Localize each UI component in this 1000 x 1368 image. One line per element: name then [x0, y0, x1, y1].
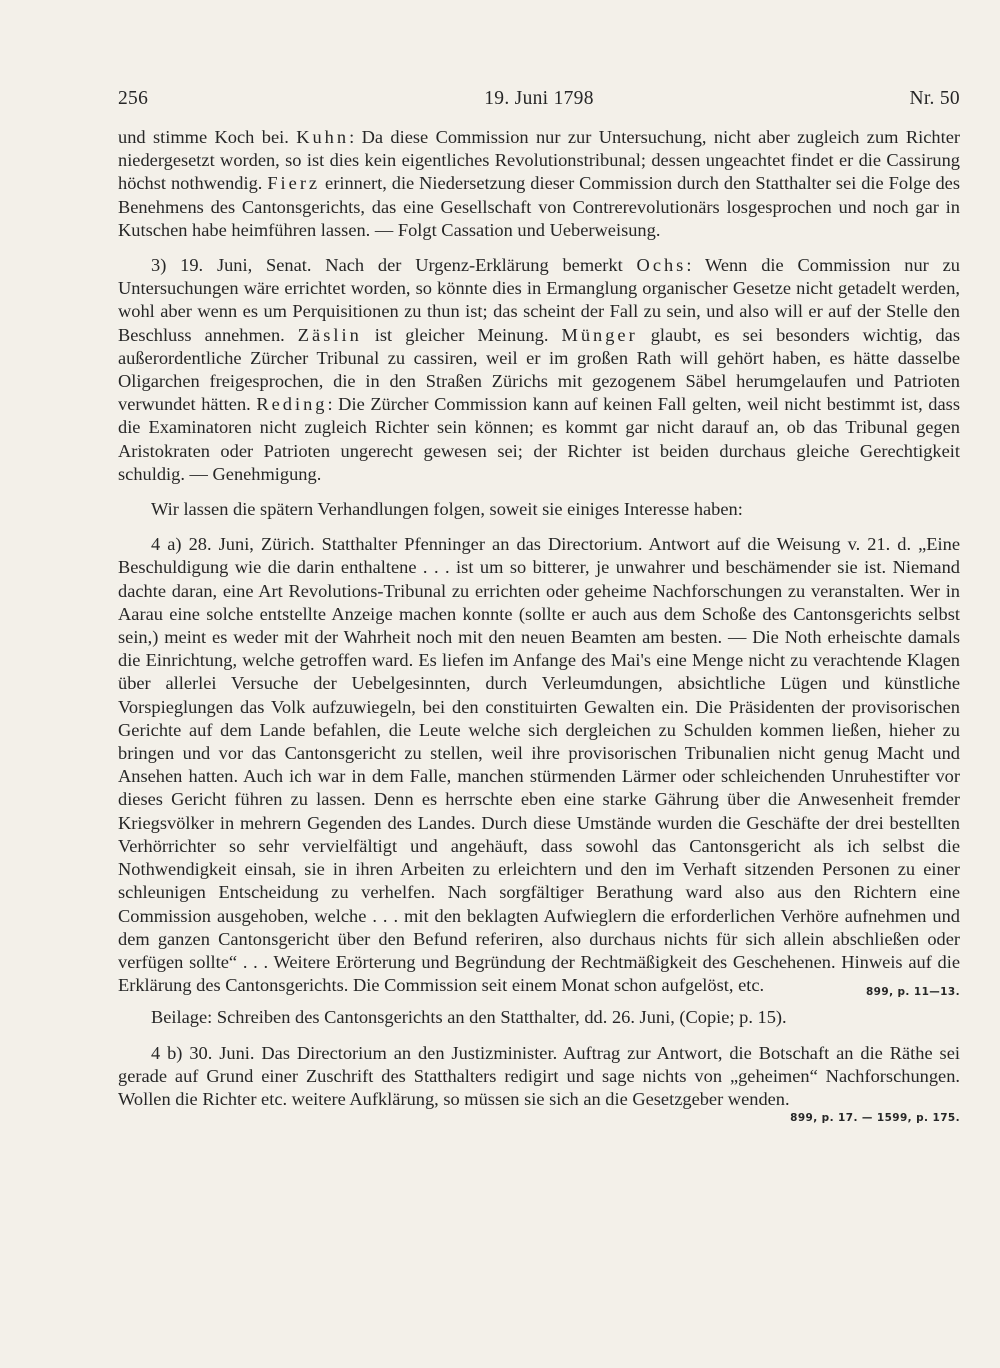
text-run: 4 a) 28. Juni, Zürich. Statthalter Pfenninger an das Directorium. Antwort auf die Weisung v. 21. d. „Eine Beschuldigung wie die darin enthaltene . . . ist um so bitterer, je unwahrer und beschämender sie ist. Niemand dachte daran, eine Art Revolutions-Tribunal zu errichten oder geheime Nachforschungen zu veranstalten. Wer in Aarau eine solche entstellte Anzeige machen konnte (sollte er auch aus dem Schoße des Cantonsgerichts selbst sein,) meint es weder mit der Wahrheit noch mit den neuen Beamten am besten. — Die Noth erheischte damals die Einrichtung, welche getroffen ward. Es liefen im Anfange des Mai's eine Menge nicht zu verachtende Klagen über allerlei Versuche der Uebelgesinnten, durch Verleumdungen, absichtliche Lügen und künstliche Vorspieglungen das Volk aufzuwiegeln, bei den constituirten Gewalten ein. Die Präsidenten der provisorischen Gerichte auf dem Lande befahlen, die Leute welche sich dergleichen zu Schulden kommen ließen, hieher zu bringen und vor das Cantonsgericht zu stellen, weil ihre provisorischen Tribunalien nicht genug Macht und Ansehen hatten. Auch ich war in dem Falle, manchen stürmenden Lärmer oder schleichenden Unruhestifter vor dieses Gericht führen zu lassen. Denn es herrschte eben eine starke Gährung über die Anwesenheit fremder Kriegsvölker in mehrern Gegenden des Landes. Durch diese Umstände wurden die Geschäfte der drei bestellten Verhörrichter so sehr vervielfältigt und angehäuft, dass sowohl das Cantonsgericht als ich selbst die Nothwendigkeit einsah, sie in ihren Arbeiten zu erleichtern und den im Verhaft sitzenden Personen zu einer schleunigen Entscheidung zu verhelfen. Nach sorgfältiger Berathung ward also aus den Richtern eine Commission ausgehoben, welche . . . mit den beklagten Aufwieglern die erforderlichen Verhöre aufnehmen und dem ganzen Cantonsgericht über den Befund referiren, also durchaus nichts für sich allein abschließen oder verfügen sollte“ . . . Weitere Erörterung und Begründung der Rechtmäßigkeit des Geschehenen. Hinweis auf die Erklärung des Cantonsgerichts. Die Commission seit einem Monat schon aufgelöst, etc. [118, 534, 960, 996]
speaker-name: Reding [256, 394, 328, 415]
speaker-name: Zäslin [297, 324, 362, 345]
page-body [118, 126, 960, 1125]
text-run: 4 b) 30. Juni. Das Directorium an den Justizminister. Auftrag zur Antwort, die Botschaft an die Räthe sei gerade auf Grund einer Zuschrift des Statthalters redigirt und sage nichts von „geheimen“ Nachforschungen. Wollen die Richter etc. weitere Aufklärung, so müssen sie sich an die Gesetzgeber wenden. [118, 1042, 960, 1109]
paragraph-4a-statthalter [118, 533, 960, 997]
paragraph-intro-later-proceedings [118, 498, 960, 521]
speaker-name: Kuhn [296, 127, 350, 147]
speaker-name: Fierz [267, 173, 321, 194]
source-reference-4a: 899, p. 11—13. [865, 986, 960, 999]
header-date: 19. Juni 1798 [484, 88, 594, 109]
text-run: erinnert, die Niedersetzung dieser Commission durch den Statthalter sei die Folge des Benehmens des Cantonsgerichts, das eine Gesellschaft von Contrerevolutionärs losgesprochen und noch gar in Kutschen habe heimführen lassen. — Folgt Cassation und Ueberweisung. [118, 173, 960, 240]
text-run: ist gleicher Meinung. [361, 324, 562, 345]
text-run: Wir lassen die spätern Verhandlungen folgen, soweit sie einiges Interesse haben: [151, 499, 743, 520]
text-run: : Da diese Commission nur zur Untersuchung, nicht aber zugleich zum Richter niedergesetzt worden, so ist dies kein eigentliches Revolutionstribunal; dessen ungeachtet findet er die Cassirung höchst nothwendig. [118, 127, 960, 194]
text-run: : Wenn die Commission nur zu Untersuchungen wäre errichtet worden, so könnte dies in Ermanglung organischer Gesetze nicht getadelt werden, wohl aber wenn es um Perquisitionen zu thun ist; das scheint der Fall zu sein, und also will er auf der Stelle den Beschluss annehmen. [118, 255, 960, 345]
speaker-name: Ochs [636, 255, 687, 276]
page-number: 256 [118, 88, 149, 109]
paragraph-senat [118, 254, 960, 486]
text-run: 3) 19. Juni, Senat. Nach der Urgenz-Erklärung bemerkt [151, 255, 637, 276]
text-run: : Die Zürcher Commission kann auf keinen Fall gelten, weil nicht bestimmt ist, dass die Examinatoren nicht zugleich Richter sein können; es kommt gar nicht darauf an, ob das Tribunal gegen Aristokraten oder Patrioten ungerecht gewesen sei; der Richter ist beiden durchaus gleiche Gerechtigkeit schuldig. — Genehmigung. [118, 394, 960, 484]
paragraph-4b-directorium [118, 1042, 960, 1112]
source-reference-4b: 899, p. 17. — 1599, p. 175. [790, 1112, 960, 1125]
text-run: und stimme Koch bei. [118, 127, 297, 147]
document-number: Nr. 50 [909, 88, 960, 109]
text-run: Beilage: Schreiben des Cantonsgerichts an den Statthalter, dd. 26. Juni, (Copie; p. 15). [151, 1007, 787, 1028]
text-run: glaubt, es sei besonders wichtig, das außerordentliche Zürcher Tribunal zu cassiren, weil er im großen Rath will gehört haben, es hätte dasselbe Oligarchen freigesprochen, die in den Straßen Zürichs mit gezogenem Säbel herumgelaufen und Patrioten verwundet hätten. [118, 324, 960, 415]
page-header [118, 88, 960, 116]
paragraph-beilage [118, 1006, 960, 1029]
paragraph-kuhn-fierz [118, 126, 960, 242]
speaker-name: Münger [561, 324, 638, 345]
